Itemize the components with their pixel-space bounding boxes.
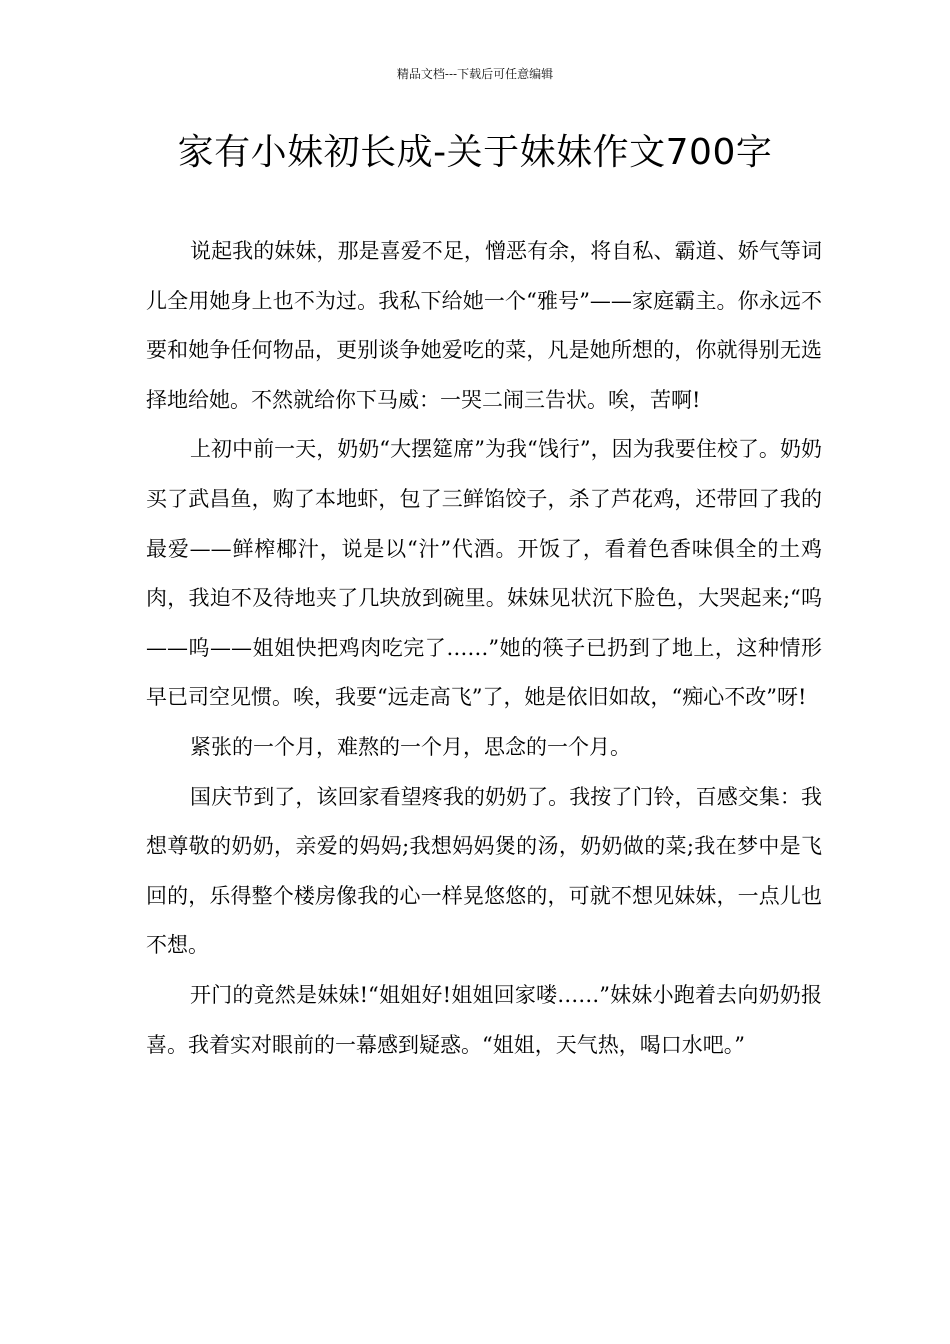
paragraph: 上初中前一天，奶奶“大摆筵席”为我“饯行”，因为我要住校了。奶奶买了武昌鱼，购了本地虾，包了三鲜馅饺子，杀了芦花鸡，还带回了我的最爱——鲜榨椰汁，说是以“汁”代酒。开饭了，看着色香味俱全的土鸡肉，我迫不及待地夹了几块放到碗里。妹妹见状沉下脸色，大哭起来;“呜——呜——姐姐快把鸡肉吃完了……”她的筷子已扔到了地上，这种情形早已司空见惯。唉，我要“远走高飞”了，她是依旧如故，“痴心不改”呀! (146, 437, 822, 710)
paragraph: 国庆节到了，该回家看望疼我的奶奶了。我按了门铃，百感交集：我想尊敬的奶奶，亲爱的妈妈;我想妈妈煲的汤，奶奶做的菜;我在梦中是飞回的，乐得整个楼房像我的心一样晃悠悠的，可就不想见妹妹，一点儿也不想。 (146, 784, 822, 958)
document-body (146, 227, 822, 1070)
document-title: 家有小妹初长成-关于妹妹作文700字 (177, 132, 773, 173)
paragraph: 说起我的妹妹，那是喜爱不足，憎恶有余，将自私、霸道、娇气等词儿全用她身上也不为过。我私下给她一个“雅号”——家庭霸主。你永远不要和她争任何物品，更别谈争她爱吃的菜，凡是她所想的，你就得别无选择地给她。不然就给你下马威：一哭二闹三告状。唉，苦啊! (146, 239, 822, 412)
page-header: 精品文档---下载后可任意编辑 (396, 67, 554, 81)
paragraph: 开门的竟然是妹妹!“姐姐好!姐姐回家喽……”妹妹小跑着去向奶奶报喜。我着实对眼前的一幕感到疑惑。“姐姐，天气热，喝口水吧。” (146, 982, 822, 1057)
paragraph: 紧张的一个月，难熬的一个月，思念的一个月。 (190, 734, 631, 759)
